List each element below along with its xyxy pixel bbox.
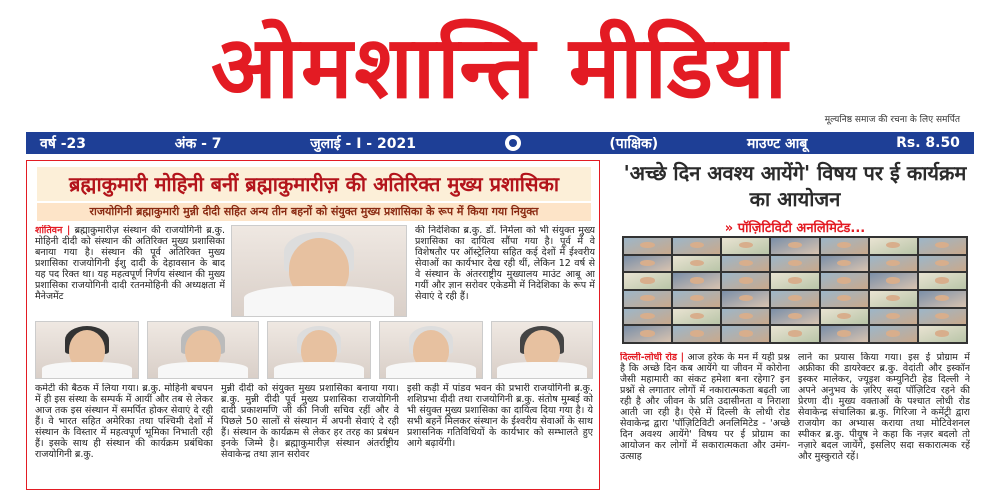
- lead-para-5: इसी कड़ी में पांडव भवन की प्रभारी राजयोगिनी ब्र.कु. शशिप्रभा दीदी तथा राजयोगिनी ब्र.कु. संतोष मुम्बई को भी संयुक्त मुख्य प्रशासिका का दायित्व दिया गया है। ये सभी बहनें मिलकर संस्थान के ईश्वरीय सेवाओं के साथ प्रशासनिक गतिविधियों के कार्यभार को सम्भालते हुए आगे बढ़ायेंगी।: [407, 383, 593, 449]
- lead-subheadline: राजयोगिनी ब्रह्माकुमारी मुन्नी दीदी सहित अन्य तीन बहनों को संयुक्त मुख्य प्रशासिका के रूप में किया गया नियुक्त: [37, 203, 591, 221]
- side-dateline: दिल्ली-लोधी रोड |: [620, 352, 685, 363]
- main-portrait-photo: [231, 225, 407, 317]
- side-story: [616, 160, 974, 490]
- portrait-photo: [491, 321, 593, 379]
- lead-para-1: [35, 225, 225, 317]
- lead-para-3: कमेटी की बैठक में लिया गया। ब्र.कु. मोहिनी बचपन में ही इस संस्था के सम्पर्क में आयीं और तब से लेकर आज तक इस संस्थान में समर्पित होकर सेवाएं दे रही हैं। वे भारत सहित अमेरिका तथा पश्चिमी देशों में संस्थान के विस्तार में महत्वपूर्ण भूमिका निभाती रही हैं। इसके साथ ही संस्थान की कार्यक्रम प्रबंधिका राजयोगिनी ब्र.कु.: [35, 383, 213, 460]
- lead-para-4: मुन्नी दीदी को संयुक्त मुख्य प्रशासिका बनाया गया। ब्र.कु. मुन्नी दीदी पूर्व मुख्य प्रशासिका राजयोगिनी दादी प्रकाशमणि जी की निजी सचिव रहीं और वे पिछले 50 सालों से संस्थान में अपनी सेवाएं दे रही हैं। संस्थान के कार्यक्रम से लेकर हर तरह का प्रबंधन इनके जिम्मे है। ब्रह्माकुमारीज़ संस्थान अंतर्राष्ट्रीय सेवाकेन्द्र तथा ज्ञान सरोवर: [221, 383, 399, 460]
- video-call-grid-photo: [622, 236, 968, 344]
- portrait-strip: [35, 321, 593, 379]
- date-label: जुलाई - I - 2021: [310, 135, 416, 152]
- side-para-1: [620, 352, 790, 488]
- portrait-photo: [147, 321, 259, 379]
- frequency-label: (पाक्षिक): [609, 135, 659, 152]
- newspaper-title: ओमशान्ति मीडिया: [210, 17, 790, 118]
- price-label: Rs. 8.50: [896, 135, 960, 151]
- masthead: [0, 0, 1000, 125]
- issue-info-bar: [26, 132, 974, 154]
- tagline: मूल्यनिष्ठ समाज की रचना के लिए समर्पित: [824, 115, 960, 125]
- side-subheadline: » पॉज़िटिविटी अनलिमिटेड...: [724, 221, 866, 236]
- issue-label: अंक - 7: [174, 135, 222, 152]
- sun-logo-icon: [505, 135, 521, 151]
- portrait-photo: [379, 321, 483, 379]
- lead-story: [26, 160, 600, 490]
- place-label: माउण्ट आबू: [746, 135, 808, 152]
- portrait-photo: [267, 321, 371, 379]
- lead-dateline: शांतिवन |: [35, 225, 71, 236]
- side-para-1-text: आज हरेक के मन में यही प्रश्न है कि अच्छे दिन कब आयेंगे या जीवन में कोरोना जैसी महामारी का संकट हमेशा बना रहेगा? इन प्रश्नों से लगातार लोगों में नकारात्मकता बढ़ती जा रही है और जीवन के प्रति उदासीनता व निराशा आती जा रही है। ऐसे में दिल्ली के लोधी रोड सेवाकेन्द्र द्वारा 'पॉज़िटिविटी अनलिमिटेड - 'अच्छे दिन अवश्य आयेंगे' विषय पर ई प्रोग्राम का आयोजन कर लोगों में सकारात्मकता और उमंग-उत्साह: [620, 352, 790, 462]
- side-headline: 'अच्छे दिन अवश्य आयेंगे' विषय पर ई कार्यक्रम का आयोजन: [623, 161, 967, 211]
- lead-headline: ब्रह्माकुमारी मोहिनी बनीं ब्रह्माकुमारीज़ की अतिरिक्त मुख्य प्रशासिका: [37, 167, 591, 201]
- side-para-2: लाने का प्रयास किया गया। इस ई प्रोग्राम में अफ्रीका की डायरेक्टर ब्र.कु. वेदांती और इस्कॉन इस्कर मालेकर, ज्यूइश कम्युनिटी हेड दिल्ली ने अपने अनुभव के ज़रिए सदा पॉज़िटिव रहने की प्रेरणा दी। मुख्य वक्ताओं के पश्चात लोधी रोड सेवाकेन्द्र संचालिका ब्र.कु. गिरिजा ने कमेंट्री द्वारा राजयोग का अभ्यास कराया तथा मोटिवेशनल स्पीकर ब्र.कु. पीयूष ने कहा कि नज़र बदलो तो नज़ारे बदल जायेंगे, इसलिए सदा सकारात्मक रहें और मुस्कुराते रहें।: [798, 352, 970, 462]
- lead-para-2: की निदेशिका ब्र.कु. डॉ. निर्मला को भी संयुक्त मुख्य प्रशासिका का दायित्व सौंपा गया है। पूर्व में वे विशेषतौर पर ऑस्ट्रेलिया सहित कई देशों में ईश्वरीय सेवाओं का कार्यभार देख रही थीं, लेकिन 12 वर्ष से वे संस्थान के अंतरराष्ट्रीय मुख्यालय माउंट आबू आ गयीं और ज्ञान सरोवर एकेडमी में निदेशिका के रूप में सेवाएं दे रही हैं।: [415, 225, 595, 302]
- lead-para-1-text: ब्रह्माकुमारीज़ संस्थान की राजयोगिनी ब्र.कु. मोहिनी दीदी को संस्थान की अतिरिक्त मुख्य प्रशासिका बनाया गया है। संस्थान की पूर्व अतिरिक्त मुख्य प्रशासिका राजयोगिनी ईशु दादी के देहावसान के बाद यह पद रिक्त था। यह महत्वपूर्ण निर्णय संस्थान की मुख्य प्रशासिका राजयोगिनी दादी रतनमोहिनी की अध्यक्षता में मैनेजमेंट: [35, 225, 225, 302]
- year-label: वर्ष -23: [40, 135, 87, 152]
- portrait-photo: [35, 321, 139, 379]
